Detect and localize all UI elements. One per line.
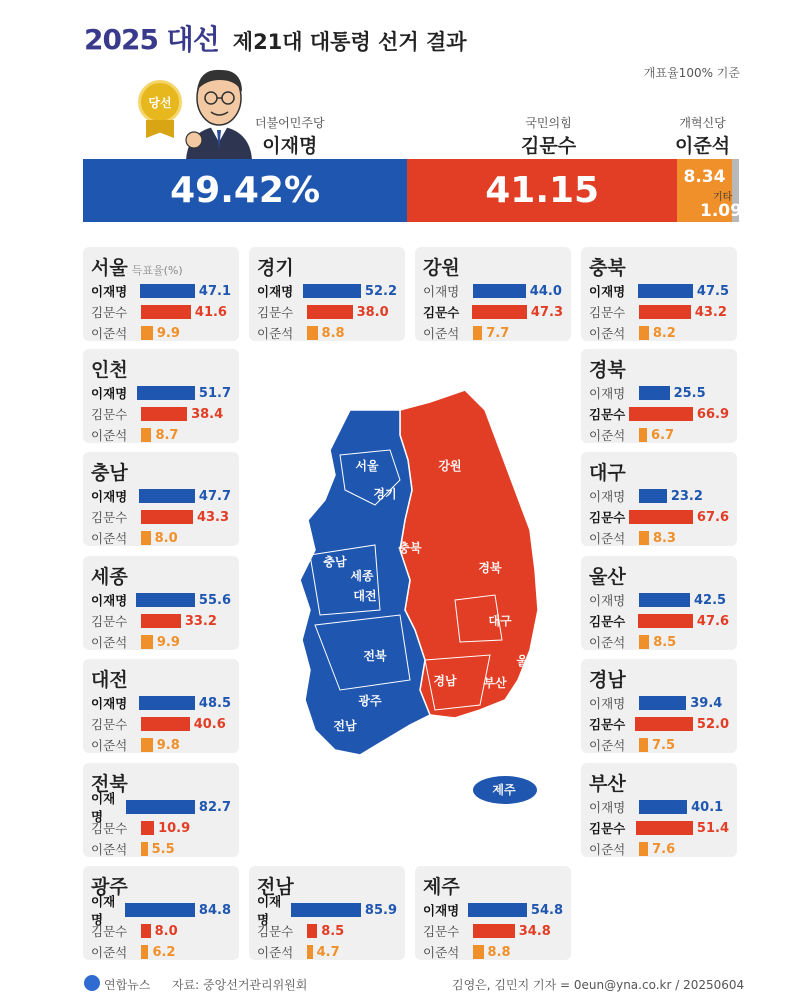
bar-lee — [639, 489, 667, 503]
bar-value: 44.0 — [529, 283, 562, 299]
source-note: 자료: 중앙선거관리위원회 — [172, 978, 308, 992]
result-row — [91, 302, 231, 322]
candidate-name: 이준석 — [257, 326, 294, 341]
map-label: 울산 — [516, 654, 540, 668]
party-label: 국민의힘 — [525, 116, 572, 130]
agency-logo-icon — [84, 975, 100, 991]
count-note: 개표율100% 기준 — [643, 66, 740, 80]
candidate-name: 김문수 — [589, 614, 626, 629]
result-row — [589, 383, 729, 403]
map-label: 인천 — [286, 491, 310, 505]
region-name: 대구 — [589, 462, 626, 484]
page-title: 제21대 대통령 선거 결과 — [232, 30, 467, 54]
bar-kim — [629, 510, 693, 524]
candidate-name: 이재명 — [91, 696, 128, 711]
candidate-name: 이준석 — [423, 326, 460, 341]
party-label: 개혁신당 — [679, 116, 726, 130]
result-row — [91, 486, 231, 506]
bar-lee — [139, 489, 194, 503]
candidate-name: 김문수 — [91, 305, 128, 320]
bar-value: 82.7 — [198, 799, 231, 815]
bar-lee — [125, 903, 195, 917]
bar-value: 39.4 — [690, 695, 723, 711]
result-row — [589, 281, 729, 301]
result-row — [589, 425, 729, 445]
bar-value: 51.4 — [696, 820, 729, 836]
bar-value: 8.5 — [321, 923, 345, 939]
bar-value: 5.5 — [151, 841, 175, 857]
national-value-lee: 49.42% — [170, 170, 321, 211]
bar-value: 8.5 — [653, 634, 677, 650]
candidate-name: 김문수 — [91, 407, 128, 422]
bar-lee — [140, 284, 195, 298]
national-value-other: 1.09 — [700, 201, 742, 221]
candidate-name: 김문수 — [589, 407, 626, 422]
bar-kim — [141, 614, 181, 628]
portrait-illustration — [176, 60, 262, 160]
candidate-name: 이재명 — [589, 800, 626, 815]
candidate-leejun — [675, 114, 730, 158]
candidate-name: 이재명 — [262, 135, 318, 157]
map-label: 경남 — [433, 674, 457, 688]
region-name: 경남 — [589, 669, 626, 691]
bar-kim — [141, 407, 187, 421]
bar-value: 8.8 — [321, 325, 345, 341]
bar-lj — [141, 842, 148, 856]
map-label: 대전 — [353, 589, 377, 603]
candidate-name: 이재명 — [423, 903, 460, 918]
result-row — [91, 404, 231, 424]
candidate-name: 이준석 — [257, 945, 294, 960]
region-name: 부산 — [589, 773, 626, 795]
bar-kim — [307, 924, 317, 938]
result-row — [589, 528, 729, 548]
candidate-name: 김문수 — [423, 924, 460, 939]
region-card — [83, 247, 239, 341]
candidate-name: 이준석 — [91, 635, 128, 650]
result-row — [257, 942, 397, 962]
result-row — [257, 281, 397, 301]
candidate-name: 김문수 — [589, 510, 626, 525]
national-value-kim: 41.15 — [485, 170, 600, 211]
bar-value: 52.0 — [696, 716, 729, 732]
bar-value: 54.8 — [530, 902, 563, 918]
bar-value: 9.8 — [156, 737, 180, 753]
bar-kim — [472, 305, 527, 319]
bar-lj — [141, 635, 153, 649]
region-name: 제주 — [423, 876, 460, 898]
bar-value: 47.3 — [530, 304, 563, 320]
bar-kim — [635, 717, 693, 731]
result-row — [423, 281, 563, 301]
bar-value: 38.0 — [356, 304, 389, 320]
region-name: 울산 — [589, 566, 626, 588]
bar-value: 33.2 — [184, 613, 217, 629]
result-row — [589, 611, 729, 631]
bar-value: 47.6 — [696, 613, 729, 629]
candidate-name: 이준석 — [91, 326, 128, 341]
bar-lj — [639, 635, 649, 649]
bar-kim — [307, 305, 353, 319]
bar-value: 38.4 — [191, 406, 224, 422]
result-row — [91, 632, 231, 652]
bar-value: 43.3 — [196, 509, 230, 525]
result-row — [589, 818, 729, 838]
candidate-name: 이재명 — [589, 386, 626, 401]
region-name: 강원 — [423, 257, 460, 279]
bar-kim — [141, 717, 190, 731]
result-row — [257, 921, 397, 941]
bar-lee — [638, 284, 693, 298]
result-row — [91, 921, 231, 941]
region-card — [581, 247, 737, 341]
candidate-name: 이준석 — [589, 842, 626, 857]
result-row — [91, 894, 231, 927]
result-row — [589, 302, 729, 322]
candidate-name: 이준석 — [91, 738, 128, 753]
bar-lj — [639, 738, 648, 752]
candidate-name: 이준석 — [589, 635, 626, 650]
map-label: 부산 — [483, 676, 507, 690]
candidate-name: 김문수 — [257, 924, 294, 939]
bar-value: 6.2 — [152, 944, 176, 960]
bar-value: 23.2 — [670, 488, 703, 504]
region-card — [249, 247, 405, 341]
bar-value: 48.5 — [198, 695, 231, 711]
candidate-name: 이재명 — [589, 284, 626, 299]
map-label: 충북 — [398, 541, 422, 555]
region-name: 세종 — [91, 566, 128, 588]
bar-lee — [639, 386, 670, 400]
region-card — [83, 866, 239, 960]
candidate-name: 이재명 — [423, 284, 460, 299]
region-name: 서울 — [91, 257, 128, 279]
bar-lee — [473, 284, 526, 298]
result-row — [589, 693, 729, 713]
bar-value: 8.8 — [487, 944, 511, 960]
result-row — [91, 383, 231, 403]
result-row — [423, 323, 563, 343]
bar-lee — [139, 696, 195, 710]
candidate-name: 이재명 — [589, 593, 626, 608]
result-row — [91, 507, 231, 527]
bar-value: 84.8 — [198, 902, 231, 918]
bar-value: 67.6 — [696, 509, 729, 525]
national-bar-lee — [83, 159, 407, 222]
bar-lee — [639, 800, 687, 814]
candidate-name: 김문수 — [589, 305, 626, 320]
bar-value: 8.2 — [652, 325, 676, 341]
candidate-name: 이재명 — [91, 284, 128, 299]
bar-lee — [136, 593, 195, 607]
result-row — [423, 900, 563, 920]
map-label: 세종 — [350, 569, 374, 583]
result-row — [91, 791, 231, 824]
result-row — [91, 735, 231, 755]
bar-lee — [291, 903, 361, 917]
bar-value: 43.2 — [694, 304, 727, 320]
result-row — [257, 894, 397, 927]
bar-kim — [141, 305, 191, 319]
result-row — [91, 611, 231, 631]
bar-value: 8.0 — [154, 530, 178, 546]
bar-value: 47.7 — [198, 488, 231, 504]
region-card — [83, 452, 239, 546]
region-card — [581, 349, 737, 443]
result-row — [589, 590, 729, 610]
map-label: 전남 — [333, 719, 357, 733]
result-row — [91, 323, 231, 343]
bar-value: 8.7 — [155, 427, 179, 443]
bar-value: 34.8 — [518, 923, 551, 939]
region-name: 충남 — [91, 462, 128, 484]
bar-kim — [141, 821, 154, 835]
bar-lee — [137, 386, 195, 400]
region-name: 경기 — [257, 257, 294, 279]
bar-value: 47.5 — [696, 283, 729, 299]
result-row — [589, 839, 729, 859]
party-label: 더불어민주당 — [255, 116, 325, 130]
candidate-name: 김문수 — [521, 135, 577, 157]
map-label: 강원 — [438, 459, 462, 473]
result-row — [257, 323, 397, 343]
result-row — [91, 590, 231, 610]
candidate-kim — [521, 114, 576, 158]
candidate-name: 이재명 — [589, 489, 626, 504]
candidate-name: 이준석 — [91, 842, 128, 857]
result-row — [91, 528, 231, 548]
bar-value: 40.1 — [691, 799, 724, 815]
candidate-name: 이재명 — [91, 489, 128, 504]
candidate-name: 김문수 — [91, 614, 128, 629]
bar-value: 41.6 — [194, 304, 227, 320]
candidate-name: 이준석 — [91, 945, 128, 960]
candidate-name: 이준석 — [589, 738, 626, 753]
result-row — [589, 735, 729, 755]
bar-lee — [468, 903, 527, 917]
bar-lee — [639, 696, 686, 710]
region-card — [249, 866, 405, 960]
national-bar-kim — [407, 159, 677, 222]
result-row — [589, 507, 729, 527]
region-card — [415, 866, 571, 960]
bar-lj — [141, 531, 151, 545]
region-card — [581, 556, 737, 650]
header — [84, 18, 467, 58]
candidate-name: 김문수 — [91, 510, 128, 525]
bar-value: 42.5 — [694, 592, 727, 608]
result-row — [91, 693, 231, 713]
region-card — [581, 659, 737, 753]
candidate-name: 김문수 — [91, 821, 128, 836]
result-row — [423, 942, 563, 962]
bar-lj — [473, 945, 484, 959]
result-row — [91, 425, 231, 445]
bar-lj — [141, 738, 153, 752]
candidate-lee — [255, 114, 325, 158]
bar-value: 7.6 — [652, 841, 676, 857]
other-label: 기타 — [713, 192, 733, 203]
candidate-name: 이재명 — [91, 894, 116, 927]
bar-value: 25.5 — [673, 385, 706, 401]
bar-value: 47.1 — [198, 283, 231, 299]
national-value-leejun: 8.34 — [683, 166, 726, 187]
map-label: 서울 — [355, 459, 379, 473]
bar-kim — [636, 821, 693, 835]
bar-lj — [141, 945, 148, 959]
bar-value: 66.9 — [696, 406, 729, 422]
bar-value: 9.9 — [156, 325, 180, 341]
region-card — [581, 452, 737, 546]
candidate-name: 이준석 — [675, 135, 731, 157]
bar-lj — [141, 326, 153, 340]
result-row — [589, 323, 729, 343]
bar-lj — [639, 842, 648, 856]
bar-value: 8.3 — [652, 530, 676, 546]
bar-value: 40.6 — [193, 716, 226, 732]
bar-kim — [141, 924, 151, 938]
bar-value: 8.0 — [154, 923, 178, 939]
candidate-name: 김문수 — [91, 924, 128, 939]
region-card — [83, 659, 239, 753]
result-row — [91, 942, 231, 962]
ribbon-icon — [146, 120, 174, 138]
candidate-name: 이준석 — [423, 945, 460, 960]
national-result-bar — [83, 159, 739, 222]
region-name: 인천 — [91, 359, 128, 381]
result-row — [589, 486, 729, 506]
bar-kim — [638, 614, 693, 628]
bar-kim — [629, 407, 693, 421]
unit-label: 득표율(%) — [131, 264, 183, 277]
result-row — [589, 797, 729, 817]
bar-value: 7.5 — [652, 737, 676, 753]
winner-badge: 당선 — [138, 80, 182, 124]
candidate-name: 김문수 — [589, 821, 626, 836]
region-name: 대전 — [91, 669, 128, 691]
korea-map — [280, 380, 580, 820]
candidate-name: 이재명 — [91, 791, 116, 824]
map-label: 전북 — [363, 649, 387, 663]
region-name: 전북 — [91, 773, 128, 795]
result-row — [589, 404, 729, 424]
result-row — [423, 921, 563, 941]
bar-lj — [639, 531, 649, 545]
map-label: 대구 — [488, 614, 512, 628]
bar-value: 85.9 — [364, 902, 397, 918]
candidate-name: 김문수 — [257, 305, 294, 320]
candidate-name: 김문수 — [423, 305, 460, 320]
bar-value: 7.7 — [486, 325, 510, 341]
bar-value: 52.2 — [364, 283, 397, 299]
bar-value: 9.9 — [156, 634, 180, 650]
bar-lj — [473, 326, 482, 340]
candidate-name: 이재명 — [589, 696, 626, 711]
bar-lj — [307, 326, 318, 340]
bar-kim — [141, 510, 193, 524]
result-row — [589, 714, 729, 734]
result-row — [91, 839, 231, 859]
region-card — [83, 763, 239, 857]
region-card — [415, 247, 571, 341]
region-name: 경북 — [589, 359, 626, 381]
bar-lj — [639, 428, 647, 442]
credit-note: 김영은, 김민지 기자 = 0eun@yna.co.kr / 20250604 — [452, 978, 745, 992]
bar-kim — [639, 305, 691, 319]
candidate-name: 김문수 — [91, 717, 128, 732]
candidate-name: 이준석 — [589, 326, 626, 341]
candidate-name: 이준석 — [589, 531, 626, 546]
result-row — [423, 302, 563, 322]
region-name: 광주 — [91, 876, 128, 898]
bar-lee — [303, 284, 361, 298]
bar-kim — [473, 924, 515, 938]
candidate-name: 이준석 — [91, 531, 128, 546]
bar-value: 10.9 — [158, 820, 191, 836]
result-row — [91, 281, 231, 301]
agency-name: 연합뉴스 — [104, 978, 151, 992]
candidate-name: 이준석 — [589, 428, 626, 443]
region-name: 전남 — [257, 876, 294, 898]
bar-lj — [141, 428, 151, 442]
bar-value: 55.6 — [198, 592, 231, 608]
region-card — [83, 349, 239, 443]
result-row — [257, 302, 397, 322]
bar-lj — [307, 945, 313, 959]
brand-title: 2025 대선 — [84, 23, 219, 56]
result-row — [589, 632, 729, 652]
map-label: 제주 — [492, 783, 516, 797]
map-label: 충남 — [323, 555, 347, 569]
bar-value: 4.7 — [316, 944, 340, 960]
candidate-name: 김문수 — [589, 717, 626, 732]
map-label: 경북 — [478, 561, 502, 575]
bar-value: 6.7 — [651, 427, 675, 443]
candidate-name: 이재명 — [257, 894, 282, 927]
candidate-name: 이재명 — [91, 386, 128, 401]
candidate-name: 이재명 — [257, 284, 294, 299]
map-label: 광주 — [358, 694, 382, 708]
bar-lj — [639, 326, 649, 340]
bar-lee — [126, 800, 195, 814]
map-label: 경기 — [373, 487, 397, 501]
result-row — [91, 818, 231, 838]
candidate-name: 이준석 — [91, 428, 128, 443]
candidate-name: 이재명 — [91, 593, 128, 608]
region-card — [83, 556, 239, 650]
region-name: 충북 — [589, 257, 626, 279]
region-card — [581, 763, 737, 857]
bar-lee — [639, 593, 690, 607]
bar-value: 51.7 — [198, 385, 231, 401]
result-row — [91, 714, 231, 734]
